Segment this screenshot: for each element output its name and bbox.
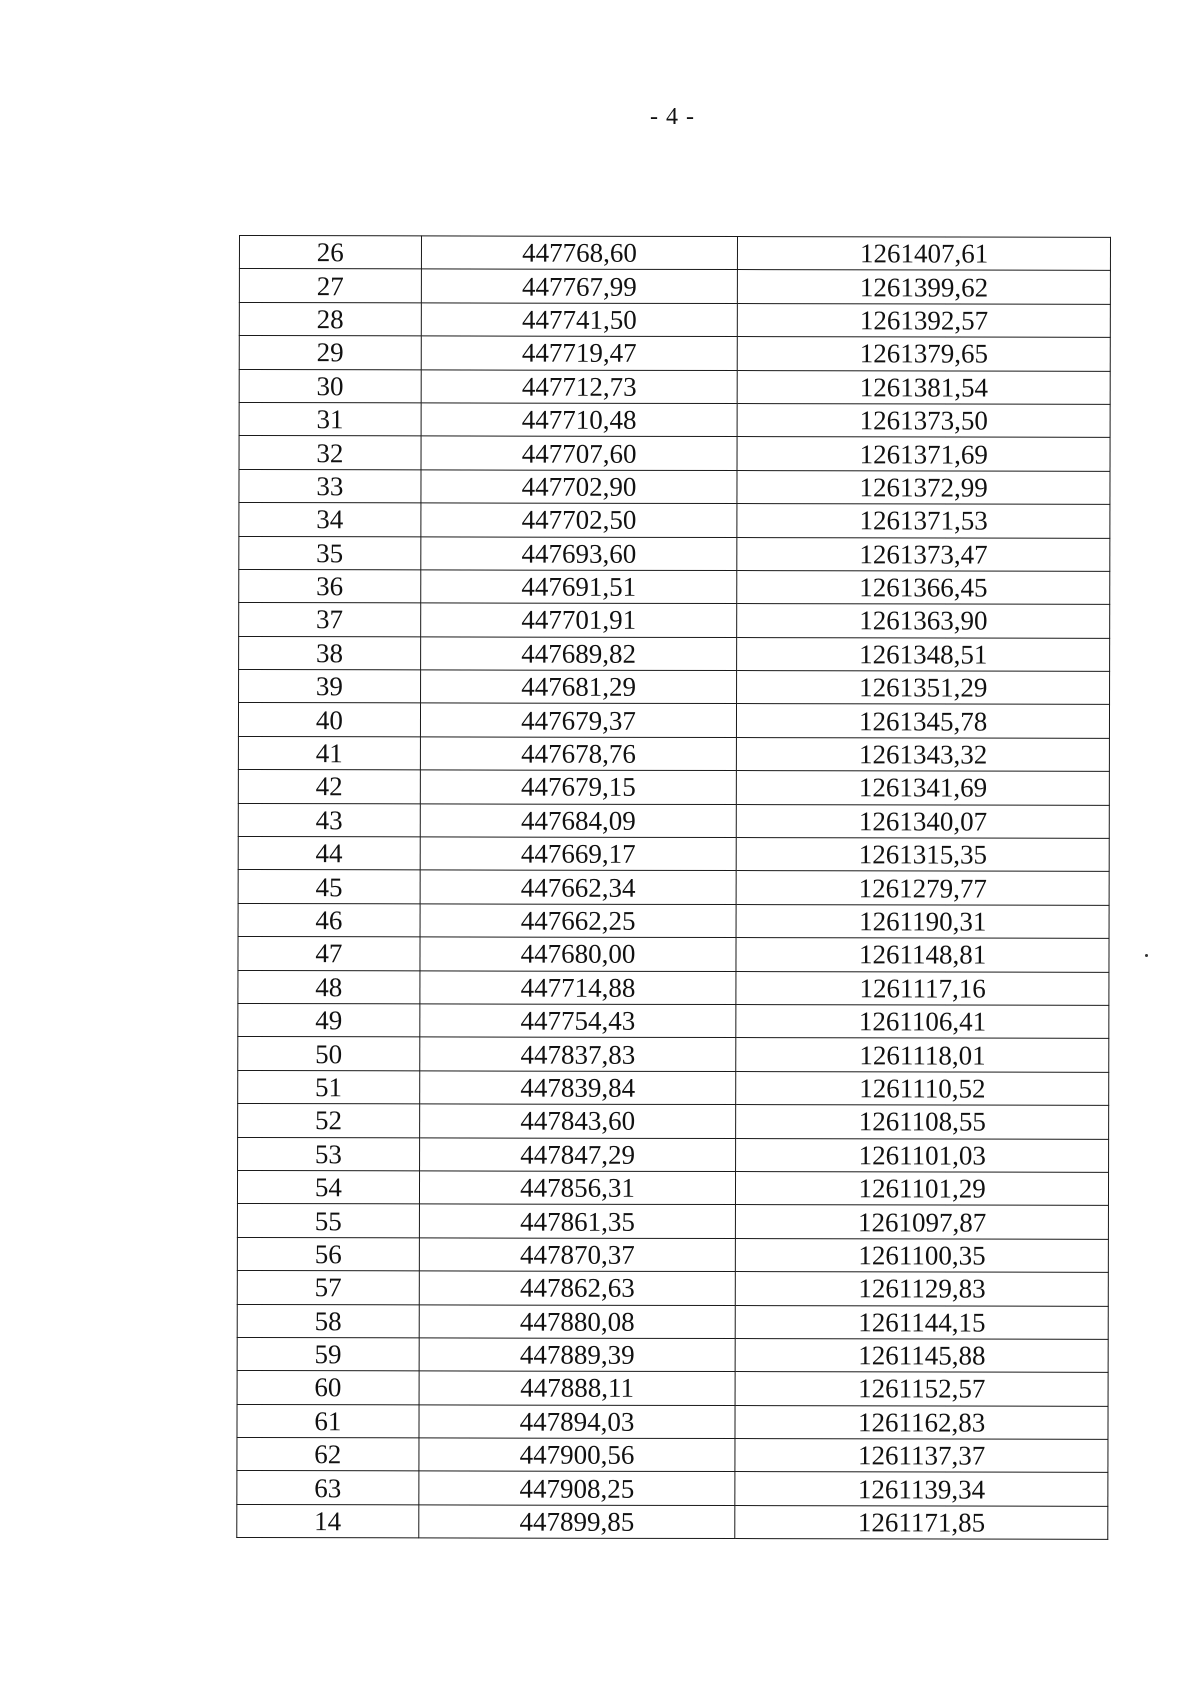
y-coordinate-cell: 1261137,37 xyxy=(735,1439,1108,1473)
table-row xyxy=(239,603,1110,638)
x-coordinate-cell: 447843,60 xyxy=(419,1104,736,1138)
x-coordinate-cell: 447837,83 xyxy=(419,1037,736,1071)
table-row xyxy=(239,269,1110,304)
point-number-cell: 58 xyxy=(237,1304,419,1338)
point-number-cell: 63 xyxy=(237,1471,419,1505)
x-coordinate-cell: 447754,43 xyxy=(420,1004,737,1038)
y-coordinate-cell: 1261190,31 xyxy=(736,904,1109,938)
x-coordinate-cell: 447888,11 xyxy=(419,1371,736,1405)
point-number-cell: 60 xyxy=(237,1371,419,1405)
table-row xyxy=(237,1170,1108,1205)
x-coordinate-cell: 447662,34 xyxy=(420,870,737,904)
x-coordinate-cell: 447839,84 xyxy=(419,1071,736,1105)
point-number-cell: 27 xyxy=(239,269,421,303)
table-row xyxy=(238,1070,1109,1105)
y-coordinate-cell: 1261101,29 xyxy=(736,1171,1109,1205)
y-coordinate-cell: 1261106,41 xyxy=(736,1005,1109,1039)
y-coordinate-cell: 1261145,88 xyxy=(736,1338,1109,1372)
point-number-cell: 50 xyxy=(238,1037,420,1071)
point-number-cell: 35 xyxy=(239,536,421,570)
page-number: - 4 - xyxy=(650,104,695,130)
coordinates-table-body xyxy=(237,236,1111,1540)
y-coordinate-cell: 1261152,57 xyxy=(735,1372,1108,1406)
y-coordinate-cell: 1261407,61 xyxy=(738,237,1111,271)
x-coordinate-cell: 447861,35 xyxy=(419,1204,736,1238)
y-coordinate-cell: 1261381,54 xyxy=(738,370,1111,404)
point-number-cell: 39 xyxy=(239,670,421,704)
y-coordinate-cell: 1261345,78 xyxy=(737,704,1110,738)
point-number-cell: 42 xyxy=(238,770,420,804)
table-row xyxy=(238,736,1109,771)
table-row xyxy=(239,236,1110,271)
x-coordinate-cell: 447900,56 xyxy=(419,1438,736,1472)
point-number-cell: 45 xyxy=(238,870,420,904)
y-coordinate-cell: 1261279,77 xyxy=(736,871,1109,905)
table-row xyxy=(238,1037,1109,1072)
y-coordinate-cell: 1261110,52 xyxy=(736,1071,1109,1105)
table-row xyxy=(238,870,1109,905)
y-coordinate-cell: 1261117,16 xyxy=(736,971,1109,1005)
point-number-cell: 34 xyxy=(239,503,421,537)
y-coordinate-cell: 1261171,85 xyxy=(735,1505,1108,1539)
scan-speck xyxy=(1145,954,1148,957)
x-coordinate-cell: 447669,17 xyxy=(420,837,737,871)
point-number-cell: 43 xyxy=(238,803,420,837)
table-row xyxy=(237,1371,1108,1406)
x-coordinate-cell: 447889,39 xyxy=(419,1338,736,1372)
table-row xyxy=(237,1204,1108,1239)
x-coordinate-cell: 447719,47 xyxy=(421,336,738,370)
table-row xyxy=(237,1471,1108,1506)
x-coordinate-cell: 447702,50 xyxy=(421,503,738,537)
point-number-cell: 55 xyxy=(237,1204,419,1238)
table-row xyxy=(239,302,1110,337)
x-coordinate-cell: 447894,03 xyxy=(419,1405,736,1439)
x-coordinate-cell: 447702,90 xyxy=(421,470,738,504)
y-coordinate-cell: 1261139,34 xyxy=(735,1472,1108,1506)
point-number-cell: 49 xyxy=(238,1003,420,1037)
x-coordinate-cell: 447701,91 xyxy=(420,603,737,637)
y-coordinate-cell: 1261108,55 xyxy=(736,1105,1109,1139)
y-coordinate-cell: 1261100,35 xyxy=(736,1238,1109,1272)
y-coordinate-cell: 1261097,87 xyxy=(736,1205,1109,1239)
table-row xyxy=(238,770,1109,805)
point-number-cell: 36 xyxy=(239,569,421,603)
point-number-cell: 41 xyxy=(238,736,420,770)
point-number-cell: 33 xyxy=(239,469,421,503)
y-coordinate-cell: 1261372,99 xyxy=(737,470,1110,504)
table-row xyxy=(237,1304,1108,1339)
table-row xyxy=(239,369,1110,404)
x-coordinate-cell: 447679,15 xyxy=(420,770,737,804)
table-row xyxy=(239,503,1110,538)
x-coordinate-cell: 447707,60 xyxy=(421,436,738,470)
x-coordinate-cell: 447847,29 xyxy=(419,1137,736,1171)
x-coordinate-cell: 447681,29 xyxy=(420,670,737,704)
table-row xyxy=(239,536,1110,571)
x-coordinate-cell: 447712,73 xyxy=(421,369,738,403)
point-number-cell: 14 xyxy=(237,1504,419,1538)
x-coordinate-cell: 447684,09 xyxy=(420,804,737,838)
coordinates-table xyxy=(236,235,1111,1540)
y-coordinate-cell: 1261399,62 xyxy=(738,270,1111,304)
table-row xyxy=(238,837,1109,872)
y-coordinate-cell: 1261129,83 xyxy=(736,1272,1109,1306)
x-coordinate-cell: 447899,85 xyxy=(419,1505,736,1539)
table-row xyxy=(238,1104,1109,1139)
y-coordinate-cell: 1261373,47 xyxy=(737,537,1110,571)
point-number-cell: 37 xyxy=(239,603,421,637)
x-coordinate-cell: 447767,99 xyxy=(421,269,738,303)
table-row xyxy=(239,469,1110,504)
x-coordinate-cell: 447908,25 xyxy=(419,1471,736,1505)
point-number-cell: 59 xyxy=(237,1337,419,1371)
y-coordinate-cell: 1261351,29 xyxy=(737,671,1110,705)
x-coordinate-cell: 447862,63 xyxy=(419,1271,736,1305)
y-coordinate-cell: 1261144,15 xyxy=(736,1305,1109,1339)
y-coordinate-cell: 1261341,69 xyxy=(737,771,1110,805)
x-coordinate-cell: 447691,51 xyxy=(420,570,737,604)
table-row xyxy=(238,703,1109,738)
x-coordinate-cell: 447693,60 xyxy=(421,536,738,570)
x-coordinate-cell: 447880,08 xyxy=(419,1304,736,1338)
y-coordinate-cell: 1261101,03 xyxy=(736,1138,1109,1172)
y-coordinate-cell: 1261379,65 xyxy=(738,337,1111,371)
x-coordinate-cell: 447662,25 xyxy=(420,904,737,938)
table-row xyxy=(237,1337,1108,1372)
point-number-cell: 62 xyxy=(237,1438,419,1472)
point-number-cell: 54 xyxy=(237,1170,419,1204)
table-row xyxy=(239,336,1110,371)
point-number-cell: 51 xyxy=(238,1070,420,1104)
point-number-cell: 56 xyxy=(237,1237,419,1271)
point-number-cell: 38 xyxy=(239,636,421,670)
y-coordinate-cell: 1261343,32 xyxy=(737,737,1110,771)
table-row xyxy=(238,970,1109,1005)
x-coordinate-cell: 447768,60 xyxy=(421,236,738,270)
point-number-cell: 31 xyxy=(239,402,421,436)
y-coordinate-cell: 1261340,07 xyxy=(737,804,1110,838)
y-coordinate-cell: 1261392,57 xyxy=(738,303,1111,337)
point-number-cell: 40 xyxy=(238,703,420,737)
point-number-cell: 53 xyxy=(238,1137,420,1171)
table-row xyxy=(239,636,1110,671)
x-coordinate-cell: 447714,88 xyxy=(420,970,737,1004)
table-row xyxy=(238,1137,1109,1172)
point-number-cell: 57 xyxy=(237,1271,419,1305)
y-coordinate-cell: 1261373,50 xyxy=(737,403,1110,437)
table-row xyxy=(238,937,1109,972)
y-coordinate-cell: 1261371,53 xyxy=(737,504,1110,538)
x-coordinate-cell: 447679,37 xyxy=(420,703,737,737)
y-coordinate-cell: 1261371,69 xyxy=(737,437,1110,471)
y-coordinate-cell: 1261148,81 xyxy=(736,938,1109,972)
point-number-cell: 61 xyxy=(237,1404,419,1438)
table-row xyxy=(237,1504,1108,1539)
table-row xyxy=(237,1438,1108,1473)
table-row xyxy=(239,436,1110,471)
table-row xyxy=(238,1003,1109,1038)
table-row xyxy=(239,670,1110,705)
point-number-cell: 26 xyxy=(239,236,421,270)
y-coordinate-cell: 1261363,90 xyxy=(737,604,1110,638)
x-coordinate-cell: 447710,48 xyxy=(421,403,738,437)
point-number-cell: 30 xyxy=(239,369,421,403)
point-number-cell: 44 xyxy=(238,837,420,871)
x-coordinate-cell: 447678,76 xyxy=(420,737,737,771)
x-coordinate-cell: 447870,37 xyxy=(419,1238,736,1272)
x-coordinate-cell: 447856,31 xyxy=(419,1171,736,1205)
table-row xyxy=(239,402,1110,437)
y-coordinate-cell: 1261348,51 xyxy=(737,637,1110,671)
point-number-cell: 52 xyxy=(238,1104,420,1138)
point-number-cell: 32 xyxy=(239,436,421,470)
point-number-cell: 28 xyxy=(239,302,421,336)
y-coordinate-cell: 1261162,83 xyxy=(735,1405,1108,1439)
table-row xyxy=(239,569,1110,604)
table-row xyxy=(237,1237,1108,1272)
y-coordinate-cell: 1261118,01 xyxy=(736,1038,1109,1072)
x-coordinate-cell: 447689,82 xyxy=(420,637,737,671)
table-row xyxy=(237,1271,1108,1306)
point-number-cell: 46 xyxy=(238,903,420,937)
point-number-cell: 48 xyxy=(238,970,420,1004)
y-coordinate-cell: 1261315,35 xyxy=(737,838,1110,872)
x-coordinate-cell: 447680,00 xyxy=(420,937,737,971)
point-number-cell: 29 xyxy=(239,336,421,370)
table-row xyxy=(238,803,1109,838)
x-coordinate-cell: 447741,50 xyxy=(421,303,738,337)
y-coordinate-cell: 1261366,45 xyxy=(737,570,1110,604)
table-row xyxy=(237,1404,1108,1439)
table-row xyxy=(238,903,1109,938)
point-number-cell: 47 xyxy=(238,937,420,971)
